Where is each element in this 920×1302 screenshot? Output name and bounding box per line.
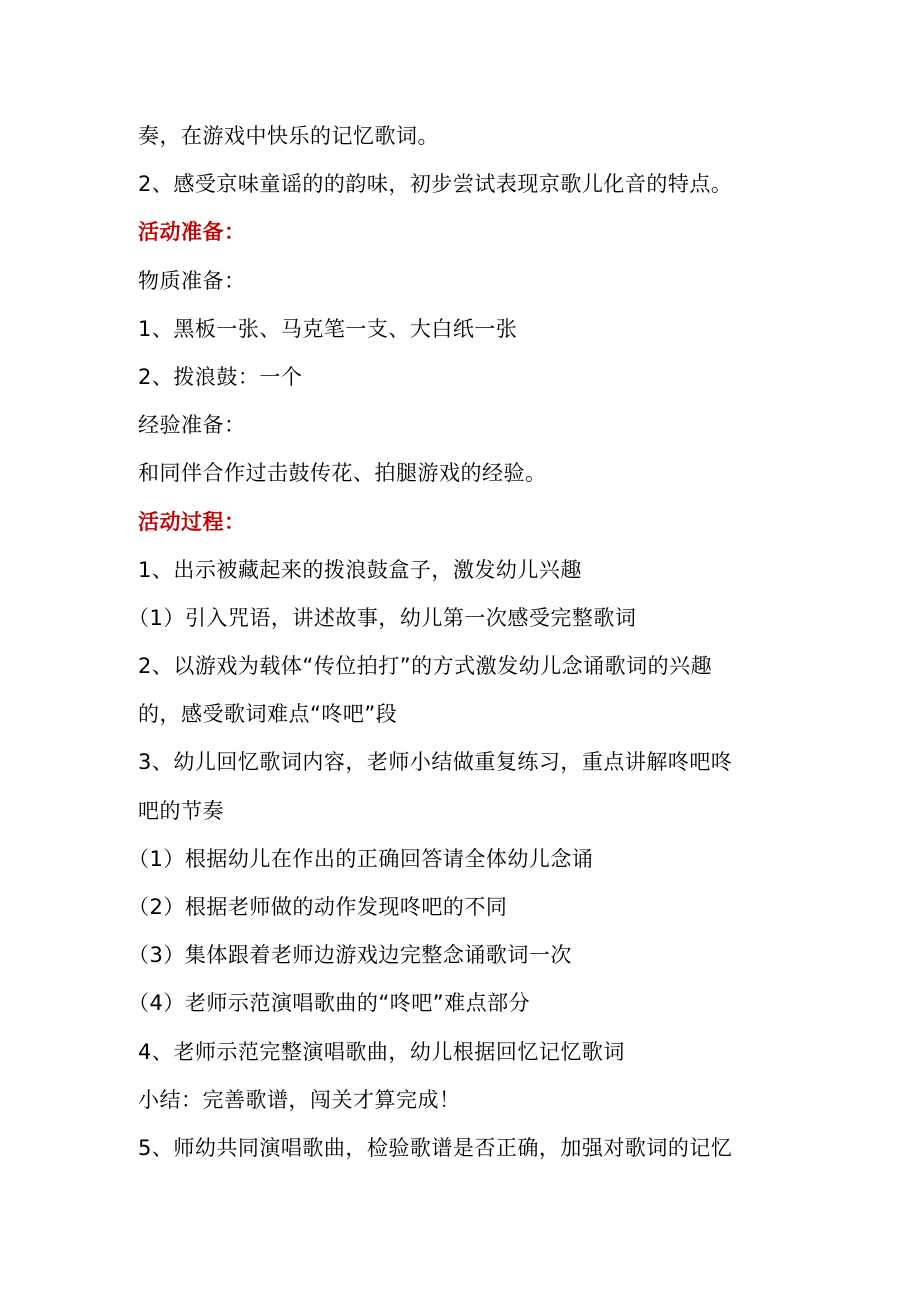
text-line: 和同伴合作过击鼓传花、拍腿游戏的经验。 [138, 461, 547, 486]
sub-item-line: （3）集体跟着老师边游戏边完整念诵歌词一次 [128, 943, 572, 968]
text-line: 4、老师示范完整演唱歌曲，幼儿根据回忆记忆歌词 [138, 1039, 625, 1064]
text-line: 奏，在游戏中快乐的记忆歌词。 [138, 124, 439, 148]
section-heading: 活动过程： [138, 509, 246, 534]
text-line: 1、出示被藏起来的拨浪鼓盒子，激发幼儿兴趣 [138, 557, 582, 582]
text-line: 吧的节奏 [138, 798, 224, 823]
section-heading: 活动准备： [138, 220, 246, 245]
text-line: 物质准备： [138, 268, 246, 293]
text-line: 2、以游戏为载体“传位拍打”的方式激发幼儿念诵歌词的兴趣 [138, 654, 713, 679]
text-line: 小结：完善歌谱，闯关才算完成！ [138, 1087, 461, 1112]
sub-item-line: （1）引入咒语，讲述故事，幼儿第一次感受完整歌词 [128, 605, 637, 630]
sub-item-line: （1）根据幼儿在作出的正确回答请全体幼儿念诵 [128, 846, 594, 871]
document-page [128, 112, 798, 1172]
sub-item-line: （2）根据老师做的动作发现咚吧的不同 [128, 895, 508, 919]
text-line: 2、感受京味童谣的的韵味，初步尝试表现京歌儿化音的特点。 [138, 172, 733, 197]
text-line: 5、师幼共同演唱歌曲，检验歌谱是否正确，加强对歌词的记忆 [138, 1135, 733, 1160]
text-line: 经验准备： [138, 413, 246, 438]
text-line: 3、幼儿回忆歌词内容，老师小结做重复练习，重点讲解咚吧咚 [138, 750, 733, 775]
sub-item-line: （4）老师示范演唱歌曲的“咚吧”难点部分 [128, 991, 531, 1016]
text-line: 1、黑板一张、马克笔一支、大白纸一张 [138, 316, 518, 341]
text-line: 2、拨浪鼓：一个 [138, 364, 303, 389]
text-line: 的，感受歌词难点“咚吧”段 [138, 702, 398, 727]
